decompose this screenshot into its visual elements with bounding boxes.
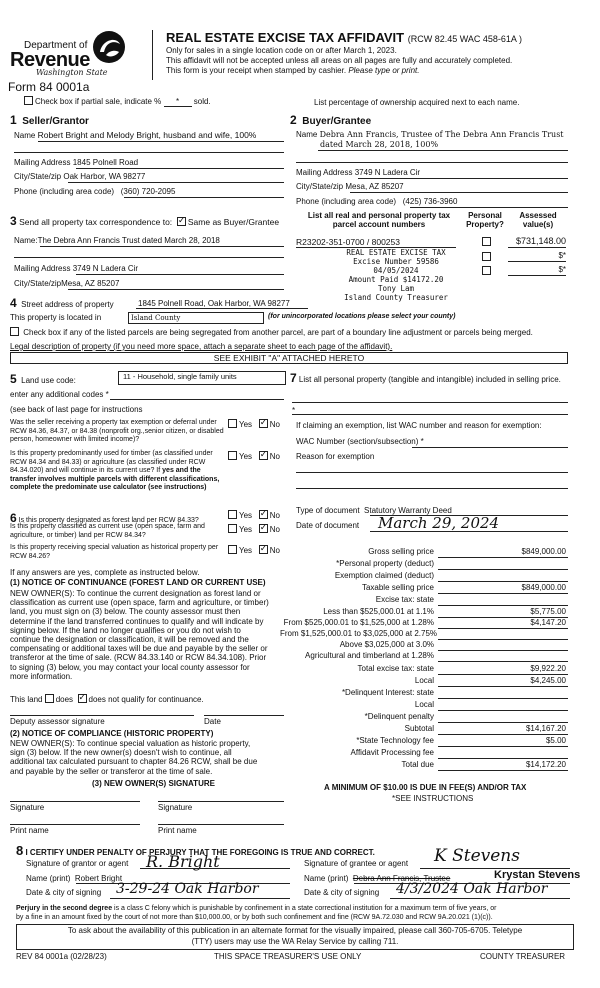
q1-text: Was the seller receiving a property tax exemption or deferral under RCW 84.36, 84.37, or 84.38 (nonprofit org.,senior citizen, or disabled person, homeowner with limited income)? <box>10 419 224 443</box>
tax-value-local_l[interactable]: $4,245.00 <box>530 676 566 685</box>
parcel-number[interactable]: R23202-351-0700 / 800253 <box>296 237 400 247</box>
partial-sale-checkbox[interactable] <box>24 96 33 105</box>
exemption-label: If claiming an exemption, list WAC number and reason for exemption: <box>296 421 542 430</box>
seller-phone[interactable]: (360) 720-2095 <box>120 187 176 196</box>
legal-description-label: Legal description of property (if you need more space, attach a separate sheet to each page of the affidavit). <box>10 342 393 351</box>
q2-text: Is this property predominantly used for timber (as classified under RCW 84.34 and 84.33) or agriculture (as classified under RCW 84.34.020) and will continue in its current use? If yes and the transfer involves multiple parcels with different classifications, complete the predominate use calculator (see instructions) <box>10 450 220 491</box>
grantor-date-label: Date & city of signing <box>26 888 102 897</box>
tax-label-local_l: Local <box>414 676 434 685</box>
partial-sale-percent[interactable]: * <box>164 97 192 107</box>
legal-description-box[interactable]: SEE EXHIBIT "A" ATTACHED HERETO <box>10 352 568 364</box>
section-2-heading: 2 Buyer/Grantee <box>290 113 372 127</box>
certify-heading: 8 I CERTIFY UNDER PENALTY OF PERJURY THAT THE FOREGOING IS TRUE AND CORRECT. <box>16 843 375 858</box>
list-percentage-note: List percentage of ownership acquired next to each name. <box>314 98 520 107</box>
assessed-value-2[interactable]: $* <box>558 251 566 260</box>
seller-mail[interactable]: 1845 Polnell Road <box>72 158 139 167</box>
new-owner-signature-heading: (3) NEW OWNER(S) SIGNATURE <box>92 779 215 788</box>
reason-label: Reason for exemption <box>296 452 375 461</box>
doc-date-row: Date of document <box>296 521 360 530</box>
treasurer-stamp: REAL ESTATE EXCISE TAX Excise Number 59586 04/05/2024 Amount Paid $14172.20 Tony Lam Island County Treasurer <box>344 248 448 302</box>
seller-name-row: Name Robert Bright and Melody Bright, husband and wife, 100% <box>14 130 257 140</box>
footer-treasurer: COUNTY TREASURER <box>480 952 566 961</box>
segregation-checkbox[interactable] <box>10 327 19 336</box>
washington-state-label: Washington State <box>36 68 108 77</box>
tax-label-pen_l: *Delinquent penalty <box>364 712 434 721</box>
section-1-heading: 1 Seller/Grantor <box>10 113 89 127</box>
assessed-value-1[interactable]: $731,148.00 <box>515 236 566 246</box>
corr-mail[interactable]: 3749 N Ladera Cir <box>72 264 139 273</box>
wac-label: WAC Number (section/subsection) * <box>296 437 424 446</box>
accessibility-notice: To ask about the availability of this publication in an alternate format for the visually impaired, please call 360-705-6705. Teletype (TTY) users may use the WA Relay Service by calling 711. <box>16 924 574 950</box>
q4-answers: Yes ✓ No <box>228 524 280 534</box>
corr-city[interactable]: Mesa, AZ 85207 <box>61 279 120 288</box>
compliance-heading: (2) NOTICE OF COMPLIANCE (HISTORIC PROPERTY) <box>10 729 214 738</box>
personal-property-checkbox-3[interactable] <box>482 266 491 275</box>
does-qualify-checkbox[interactable] <box>45 694 54 703</box>
tax-value-total_state_l[interactable]: $9,922.20 <box>530 664 566 673</box>
buyer-phone[interactable]: (425) 736-3960 <box>402 197 458 206</box>
q4-text: Is this property classified as current use (open space, farm and agriculture, or timber) land per RCW 84.34? <box>10 523 205 539</box>
tax-label-taxable_l: Taxable selling price <box>361 583 434 592</box>
seller-name[interactable]: Robert Bright and Melody Bright, husband and wife, 100% <box>37 130 257 140</box>
tax-value-tech_l[interactable]: $5.00 <box>545 736 566 745</box>
grantee-date-label: Date & city of signing <box>304 888 380 897</box>
grantee-date[interactable]: 4/3/2024 Oak Harbor <box>396 881 548 897</box>
section-4-row: 4 Street address of property <box>10 296 114 310</box>
assessed-value-3[interactable]: $* <box>558 265 566 274</box>
buyer-name[interactable]: Debra Ann Francis, Trustee of The Debra Ann Francis Trust <box>319 130 564 139</box>
tax-label-int_local_l: Local <box>414 700 434 709</box>
q2-answers: Yes ✓ No <box>228 451 280 461</box>
buyer-name-line2: dated March 28, 2018, 100% <box>320 140 439 149</box>
tax-label-t4_l: Above $3,025,000 at 3.0% <box>339 640 434 649</box>
buyer-name-row: Name Debra Ann Francis, Trustee of The Debra Ann Francis Trust <box>296 130 564 139</box>
tax-label-total_state_l: Total excise tax: state <box>357 664 434 673</box>
revenue-logo-icon <box>92 30 126 64</box>
doc-date[interactable]: March 29, 2024 <box>378 514 500 532</box>
seller-city[interactable]: Oak Harbor, WA 98277 <box>63 172 146 181</box>
answers-note: If any answers are yes, complete as instructed below. <box>10 568 200 577</box>
grantor-name[interactable]: Robert Bright <box>74 874 123 883</box>
additional-codes-label: enter any additional codes * <box>10 390 109 399</box>
segregation-row: Check box if any of the listed parcels are being segregated from another parcel, are part of a boundary line adjustment or parcels being merged. <box>10 327 533 337</box>
tax-value-t1_l[interactable]: $5,775.00 <box>530 607 566 616</box>
tax-label-pp_l: *Personal property (deduct) <box>336 559 434 568</box>
located-label: This property is located in <box>10 313 102 322</box>
q5-answers: Yes ✓ No <box>228 545 280 555</box>
personal-property-checkbox-2[interactable] <box>482 252 491 261</box>
county-note: (for unincorporated locations please select your county) <box>268 313 456 320</box>
tax-label-due_l: Total due <box>401 760 434 769</box>
parcel-header-1: List all real and personal property tax parcel account numbers <box>307 211 451 229</box>
tax-value-taxable_l[interactable]: $849,000.00 <box>521 583 566 592</box>
land-use-code-select[interactable]: 11 - Household, single family units <box>118 371 286 385</box>
partial-sale-row: Check box if partial sale, indicate % * sold. <box>24 96 211 107</box>
q1-answers: Yes ✓ No <box>228 419 280 429</box>
section-3-row: 3 Send all property tax correspondence to: ✓ Same as Buyer/Grantee <box>10 214 279 228</box>
q5-text: Is this property receiving special valuation as historical property per RCW 84.26? <box>10 544 219 560</box>
corr-name[interactable]: The Debra Ann Francis Trust dated March 28, 2018 <box>37 236 220 245</box>
dept-of-label: Department of <box>24 40 88 51</box>
buyer-city-row: City/State/zip Mesa, AZ 85207 <box>296 182 404 191</box>
grantor-date[interactable]: 3-29-24 Oak Harbor <box>116 881 259 897</box>
q3-answers: Yes ✓ No <box>228 510 280 520</box>
buyer-city[interactable]: Mesa, AZ 85207 <box>345 182 404 191</box>
footer-rev: REV 84 0001a (02/28/23) <box>16 952 107 961</box>
grantee-signature[interactable]: K Stevens <box>434 846 520 866</box>
section-7-row: 7 List all personal property (tangible and intangible) included in selling price. <box>290 371 561 385</box>
section-5-row: 5 Land use code: <box>10 372 76 386</box>
tax-value-sub_l[interactable]: $14,167.20 <box>525 724 566 733</box>
header-line-3: This form is your receipt when stamped by cashier. Please type or print. <box>166 66 420 75</box>
parcel-header-3: Assessed value(s) <box>519 211 557 229</box>
personal-property-checkbox-1[interactable] <box>482 237 491 246</box>
see-back-label: (see back of last page for instructions <box>10 405 143 414</box>
corr-city-row: City/State/zipMesa, AZ 85207 <box>14 279 120 288</box>
tax-label-t1_l: Less than $525,000.01 at 1.1% <box>323 607 434 616</box>
land-qualify-row: This land does ✓ does not qualify for continuance. <box>10 694 204 704</box>
header-line-1: Only for sales in a single location code on or after March 1, 2023. <box>166 46 397 55</box>
tax-label-t5_l: Agricultural and timberland at 1.28% <box>305 651 434 660</box>
new-owner-sig-2: Signature <box>158 803 193 812</box>
county-select[interactable]: Island County <box>128 312 264 324</box>
parcel-header-2: Personal Property? <box>466 211 504 229</box>
minimum-notice: A MINIMUM OF $10.00 IS DUE IN FEE(S) AND/OR TAX <box>324 783 527 792</box>
tax-value-t2_l[interactable]: $4,147.20 <box>530 618 566 627</box>
tax-label-tech_l: *State Technology fee <box>356 736 434 745</box>
grantor-name-row: Name (print) Robert Bright <box>26 874 123 883</box>
corr-mail-row: Mailing Address 3749 N Ladera Cir <box>14 264 139 273</box>
same-as-buyer-checkbox[interactable] <box>177 217 186 226</box>
q3-text: 6 Is this property designated as forest land per RCW 84.33? <box>10 511 199 525</box>
grantee-name-row: Name (print) Debra Ann Francis, Trustee <box>304 874 451 883</box>
new-owner-print-2: Print name <box>158 826 197 835</box>
tax-label-t3_l: From $1,525,000.01 to $3,025,000 at 2.75% <box>280 629 438 638</box>
seller-mail-row: Mailing Address 1845 Polnell Road <box>14 158 139 167</box>
perjury-notice: Perjury in the second degree is a class C felony which is punishable by confinement in a state correctional institution for a maximum term of five years, or by a fine in an amount fixed by the court of not more than $10,000.00, or by both such confinement and fine (RCW 9A.72.030 and RCW 9A.20.021 (1)(c)). <box>16 905 497 921</box>
corr-name-row: Name:The Debra Ann Francis Trust dated March 28, 2018 <box>14 236 220 245</box>
revenue-logo-text: Revenue <box>10 49 90 71</box>
compliance-text: NEW OWNER(S): To continue special valuation as historic property, sign (3) below. If the new owner(s) doesn't wish to continue, all additional tax calculated pursuant to chapter 84.26 RCW, shall be due and payable by the seller or transferor at the time of sale. <box>10 739 258 776</box>
tax-label-t2_l: From $525,000.01 to $1,525,000 at 1.28% <box>283 618 434 627</box>
see-instructions: *SEE INSTRUCTIONS <box>392 794 474 803</box>
tax-label-int_l: *Delinquent Interest: state <box>341 688 434 697</box>
form-title: REAL ESTATE EXCISE TAX AFFIDAVIT (RCW 82.45 WAC 458-61A ) <box>166 30 522 45</box>
buyer-mail-row: Mailing Address 3749 N Ladera Cir <box>296 168 421 177</box>
property-address[interactable]: 1845 Polnell Road, Oak Harbor, WA 98277 <box>138 299 290 308</box>
does-not-qualify-checkbox[interactable] <box>78 694 87 703</box>
tax-value-due_l[interactable]: $14,172.20 <box>525 760 566 769</box>
tax-value-gross_l[interactable]: $849,000.00 <box>521 547 566 556</box>
new-owner-sig-1: Signature <box>10 803 45 812</box>
tax-label-state_l: Excise tax: state <box>375 595 434 604</box>
deputy-signature-label: Deputy assessor signature <box>10 717 105 726</box>
footer-space: THIS SPACE TREASURER'S USE ONLY <box>214 952 362 961</box>
tax-label-ex_l: Exemption claimed (deduct) <box>334 571 434 580</box>
buyer-mail[interactable]: 3749 N Ladera Cir <box>354 168 421 177</box>
form-number: Form 84 0001a <box>8 80 90 94</box>
grantor-sig-label: Signature of grantor or agent <box>26 859 129 868</box>
doc-type-row: Type of document Statutory Warranty Deed <box>296 506 452 515</box>
tax-label-gross_l: Gross selling price <box>368 547 434 556</box>
doc-type[interactable]: Statutory Warranty Deed <box>364 506 452 515</box>
grantee-name[interactable]: Krystan Stevens <box>494 869 581 881</box>
buyer-phone-row: Phone (including area code) (425) 736-3960 <box>296 197 458 206</box>
tax-label-aff_l: Affidavit Processing fee <box>350 748 434 757</box>
seller-phone-row: Phone (including area code) (360) 720-2095 <box>14 187 176 196</box>
deputy-date-label: Date <box>204 717 221 726</box>
continuance-heading: (1) NOTICE OF CONTINUANCE (FOREST LAND OR CURRENT USE) <box>10 578 266 587</box>
tax-label-sub_l: Subtotal <box>404 724 434 733</box>
header-divider <box>152 30 153 80</box>
seller-city-row: City/State/zip Oak Harbor, WA 98277 <box>14 172 146 181</box>
grantor-signature[interactable]: R. Bright <box>146 852 220 871</box>
section-7-star: * <box>292 406 296 415</box>
continuance-text: NEW OWNER(S): To continue the current designation as forest land or classification as current use (open space, farm and agriculture, or timber) land, you must sign on (3) below. The county assessor must then determine if the land transferred continues to qualify and will indicate by signing below. If the land no longer qualifies or you do not wish to continue the designation or classification, it will be removed and the compensating or additional taxes will be due and payable by the seller or transferor at the time of sale. (RCW 84.33.140 or RCW 84.34.108). Prior to signing (3) below, you may contact your local county assessor for more information. <box>10 589 269 681</box>
new-owner-print-1: Print name <box>10 826 49 835</box>
header-line-2: This affidavit will not be accepted unless all areas on all pages are fully and accurately completed. <box>166 56 513 65</box>
grantee-sig-label: Signature of grantee or agent <box>304 859 409 868</box>
